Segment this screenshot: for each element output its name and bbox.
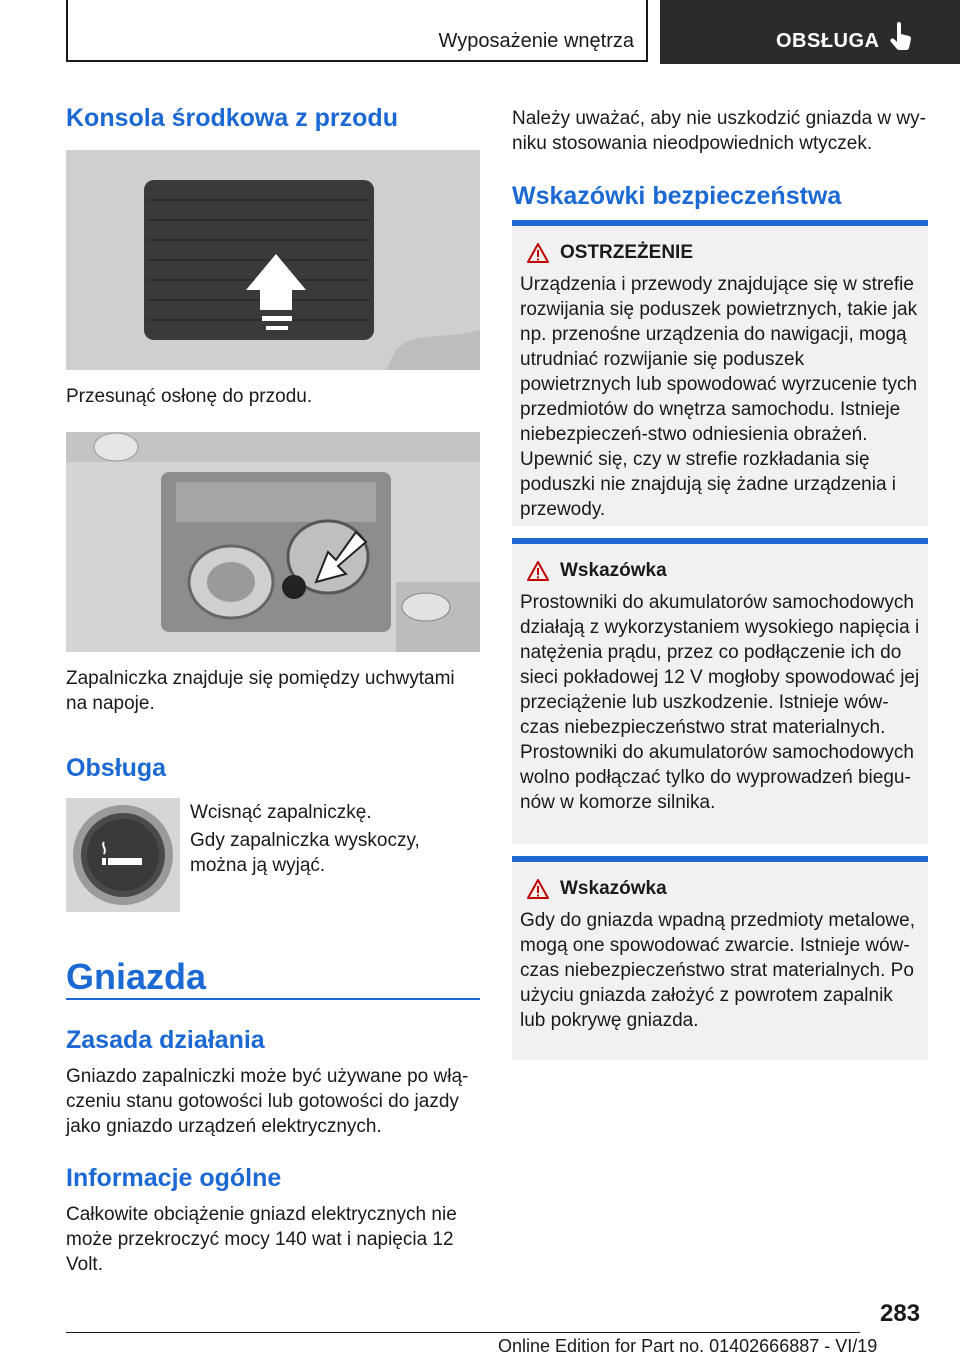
lighter-location-image bbox=[66, 432, 480, 652]
heading-informacje: Informacje ogólne bbox=[66, 1164, 282, 1192]
note-box-charger bbox=[512, 538, 928, 844]
warning-triangle-icon bbox=[526, 242, 550, 264]
right-intro-text: Należy uważać, aby nie uszkodzić gniazda w wy-niku stosowania nieodpowiednich wtyczek. bbox=[512, 108, 926, 154]
heading-zasada: Zasada działania bbox=[66, 1026, 265, 1054]
note-box-metal-text: Gdy do gniazda wpadną przedmioty metalowe, mogą one spowodować zwarcie. Istnieje wów-czas niebezpieczeństwo strat materialnych. Po użyciu gniazda założyć z powrotem zapalnik lub pokrywę gniazda. bbox=[520, 910, 916, 1031]
info-text: Całkowite obciążenie gniazd elektrycznych nie może przekroczyć mocy 140 wat i napięcia 12 Volt. bbox=[66, 1204, 457, 1275]
hand-pointer-icon bbox=[890, 22, 914, 52]
heading-obsluga: Obsługa bbox=[66, 754, 167, 782]
warning-triangle-icon bbox=[526, 878, 550, 900]
warning-box-title: OSTRZEŻENIE bbox=[560, 242, 694, 263]
note-box-metal bbox=[512, 856, 928, 1060]
lighter-button-image bbox=[66, 798, 180, 912]
warning-box-text: Urządzenia i przewody znajdujące się w strefie rozwijania się poduszek powietrznych, takie jak np. przenośne urządzenia do nawigacji, mogą utrudniać rozwijanie się poduszek powietrznych lub spowodować wyrzucenie tych przedmiotów do wnętrza samochodu. Istnieje niebezpieczeń-stwo odniesienia obrażeń. Upewnić się, czy w strefie rozkładania się poduszki nie znajdują się żadne urządzenia i przewody. bbox=[520, 274, 918, 520]
header-chapter-tab bbox=[660, 0, 960, 64]
caption-cover: Przesunąć osłonę do przodu. bbox=[66, 386, 313, 407]
warning-triangle-icon bbox=[526, 560, 550, 582]
note-box-metal-title: Wskazówka bbox=[560, 878, 667, 899]
console-cover-image bbox=[66, 150, 480, 370]
footer-edition: Online Edition for Part no. 01402666887 - VI/19 bbox=[498, 1336, 878, 1356]
cigarette-lighter-icon bbox=[66, 798, 180, 912]
header-chapter-title: OBSŁUGA bbox=[776, 30, 880, 52]
heading-konsola: Konsola środkowa z przodu bbox=[66, 104, 398, 132]
header-section-title: Wyposażenie wnętrza bbox=[438, 30, 634, 52]
header-section-tab bbox=[66, 0, 648, 62]
caption-lighter-location: Zapalniczka znajduje się pomiędzy uchwytami na napoje. bbox=[66, 668, 455, 714]
footer-rule bbox=[66, 1332, 860, 1333]
obsluga-step2: Gdy zapalniczka wyskoczy, można ją wyjąć. bbox=[190, 830, 420, 876]
warning-box bbox=[512, 220, 928, 526]
note-box-charger-text: Prostowniki do akumulatorów samochodowych działają z wykorzystaniem wysokiego napięcia i natężenia prądu, przez co podłączenie ich do sieci pokładowej 12 V mogłoby spowodować jej przeciążenie lub uszkodzenie. Istnieje wów-czas niebezpieczeństwo strat materialnych. Prostowniki do akumulatorów samochodowych wolno podłączać tylko do wyprowadzeń biegu-nów w komorze silnika. bbox=[520, 592, 920, 813]
note-box-charger-title: Wskazówka bbox=[560, 560, 667, 581]
heading-gniazda: Gniazda bbox=[66, 956, 207, 997]
zasada-text: Gniazdo zapalniczki może być używane po włą-czeniu stanu gotowości lub gotowości do jazdy jako gniazdo urządzeń elektrycznych. bbox=[66, 1066, 469, 1137]
heading-wskazowki: Wskazówki bezpieczeństwa bbox=[512, 182, 842, 210]
obsluga-step1: Wcisnąć zapalniczkę. bbox=[190, 802, 372, 823]
page-number: 283 bbox=[880, 1300, 921, 1327]
section-divider bbox=[66, 998, 480, 1000]
